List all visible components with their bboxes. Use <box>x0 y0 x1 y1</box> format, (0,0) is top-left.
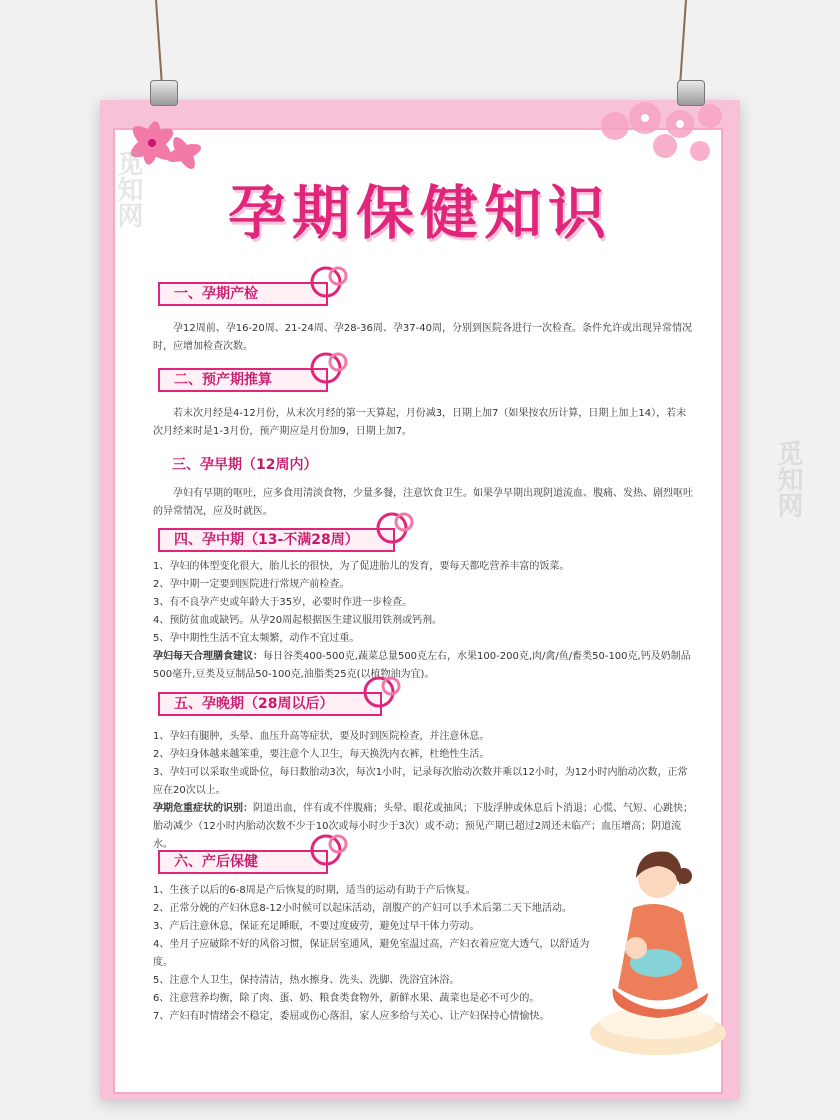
danger-label: 孕期危重症状的识别： <box>153 803 253 814</box>
rings-decoration-icon <box>302 348 350 388</box>
text-line: 3、有不良孕产史或年龄大于35岁，必要时作进一步检查。 <box>153 597 413 608</box>
text-line: 2、孕妇身体越来越笨重，要注意个人卫生，每天换洗内衣裤，杜绝性生活。 <box>153 749 490 760</box>
rings-decoration-icon <box>355 672 403 712</box>
text-line: 5、孕中期性生活不宜太频繁，动作不宜过重。 <box>153 633 360 644</box>
poster-title: 孕期保健知识 <box>227 179 612 247</box>
text-line: 3、孕妇可以采取坐或卧位，每日数胎动3次，每次1小时，记录每次胎动次数并乘以12小时，为12小时内胎动次数，正常应在20次以上。 <box>153 767 688 796</box>
diet-advice <box>153 648 693 684</box>
text-line: 4、坐月子应破除不好的风俗习惯，保证居室通风，避免室温过高，产妇衣着应宽大透气，以舒适为度。 <box>153 939 590 968</box>
section-text-due-date <box>153 405 693 441</box>
section-heading-checkup: 一、孕期产检 <box>158 282 328 306</box>
text-line: 4、预防贫血或缺钙。从孕20周起根据医生建议服用铁剂或钙剂。 <box>153 615 443 626</box>
text-line: 孕妇有早期的呕吐，应多食用清淡食物，少量多餐，注意饮食卫生。如果孕早期出现阴道流血、腹痛、发热、剧烈呕吐的异常情况，应及时就医。 <box>153 488 693 517</box>
blossom-cluster-icon <box>585 96 735 176</box>
section-text-late <box>153 728 693 854</box>
diet-label: 孕妇每天合理膳食建议： <box>153 651 263 662</box>
rings-decoration-icon <box>368 508 416 548</box>
danger-text: 阴道出血，伴有或不伴腹痛；头晕、眼花或抽风；下肢浮肿或休息后卜消退；心慌、气短、心跳快；胎动减少（12小时内胎动次数不少于10次或每小时少于3次）或不动；预见产期已超过2周还未临产；血压增高；阴道流水。 <box>153 803 693 850</box>
text-line: 6、注意营养均衡，除了肉、蛋、奶、粮食类食物外，新鲜水果、蔬菜也是必不可少的。 <box>153 993 540 1004</box>
section-heading-due-date: 二、预产期推算 <box>158 368 328 392</box>
clip-left-icon <box>150 80 178 106</box>
section-text-checkup <box>153 320 693 356</box>
watermark: 觅知网 <box>773 440 803 518</box>
text-line: 2、正常分娩的产妇休息8-12小时候可以起床活动，剖腹产的产妇可以手术后第二天下地活动。 <box>153 903 573 914</box>
text-line: 5、注意个人卫生，保持清洁，热水擦身、洗头、洗脚、洗浴宜沐浴。 <box>153 975 460 986</box>
watermark: 觅知网 <box>113 150 143 228</box>
section-text-mid <box>153 558 693 684</box>
text-line: 7、产妇有时情绪会不稳定，委屈或伤心落泪，家人应多给与关心、让产妇保持心情愉快。 <box>153 1011 550 1022</box>
section-text-early <box>153 485 693 521</box>
diet-text: 每日谷类400-500克,蔬菜总量500克左右，水果100-200克,肉/禽/鱼/畜类50-100克,钙及奶制品500毫升,豆类及豆制品50-100克,油脂类25克(以植物油为宜)。 <box>153 651 691 680</box>
text-line: 1、孕妇有腿肿，头晕、血压升高等症状，要及时到医院检查，并注意休息。 <box>153 731 490 742</box>
text-line: 2、孕中期一定要到医院进行常规产前检查。 <box>153 579 350 590</box>
rings-decoration-icon <box>302 830 350 870</box>
rings-decoration-icon <box>302 262 350 302</box>
section-heading-late: 五、孕晚期（28周以后） <box>158 692 382 716</box>
section-heading-mid: 四、孕中期（13-不满28周） <box>158 528 395 552</box>
mother-baby-illustration-icon <box>588 838 728 1058</box>
text-line: 1、孕妇的体型变化很大，胎儿长的很快，为了促进胎儿的发育，要每天都吃营养丰富的饭菜。 <box>153 561 570 572</box>
text-line: 3、产后注意休息，保证充足睡眠，不要过度疲劳，避免过早干体力劳动。 <box>153 921 480 932</box>
text-line: 若末次月经是4-12月份，从末次月经的第一天算起，月份减3，日期上加7（如果按农历计算，日期上加上14），若末次月经来时是1-3月份，预产期应是月份加9，日期上加7。 <box>153 408 687 437</box>
text-line: 1、生孩子以后的6-8周是产后恢复的时期，适当的运动有助于产后恢复。 <box>153 885 476 896</box>
section-heading-postpartum: 六、产后保健 <box>158 850 328 874</box>
section-heading-early: 三、孕早期（12周内） <box>172 457 318 473</box>
section-text-postpartum <box>153 882 593 1026</box>
text-line: 孕12周前、孕16-20周、21-24周、孕28-36周、孕37-40周，分别到医院各进行一次检查。条件允许或出现异常情况时，应增加检查次数。 <box>153 323 692 352</box>
